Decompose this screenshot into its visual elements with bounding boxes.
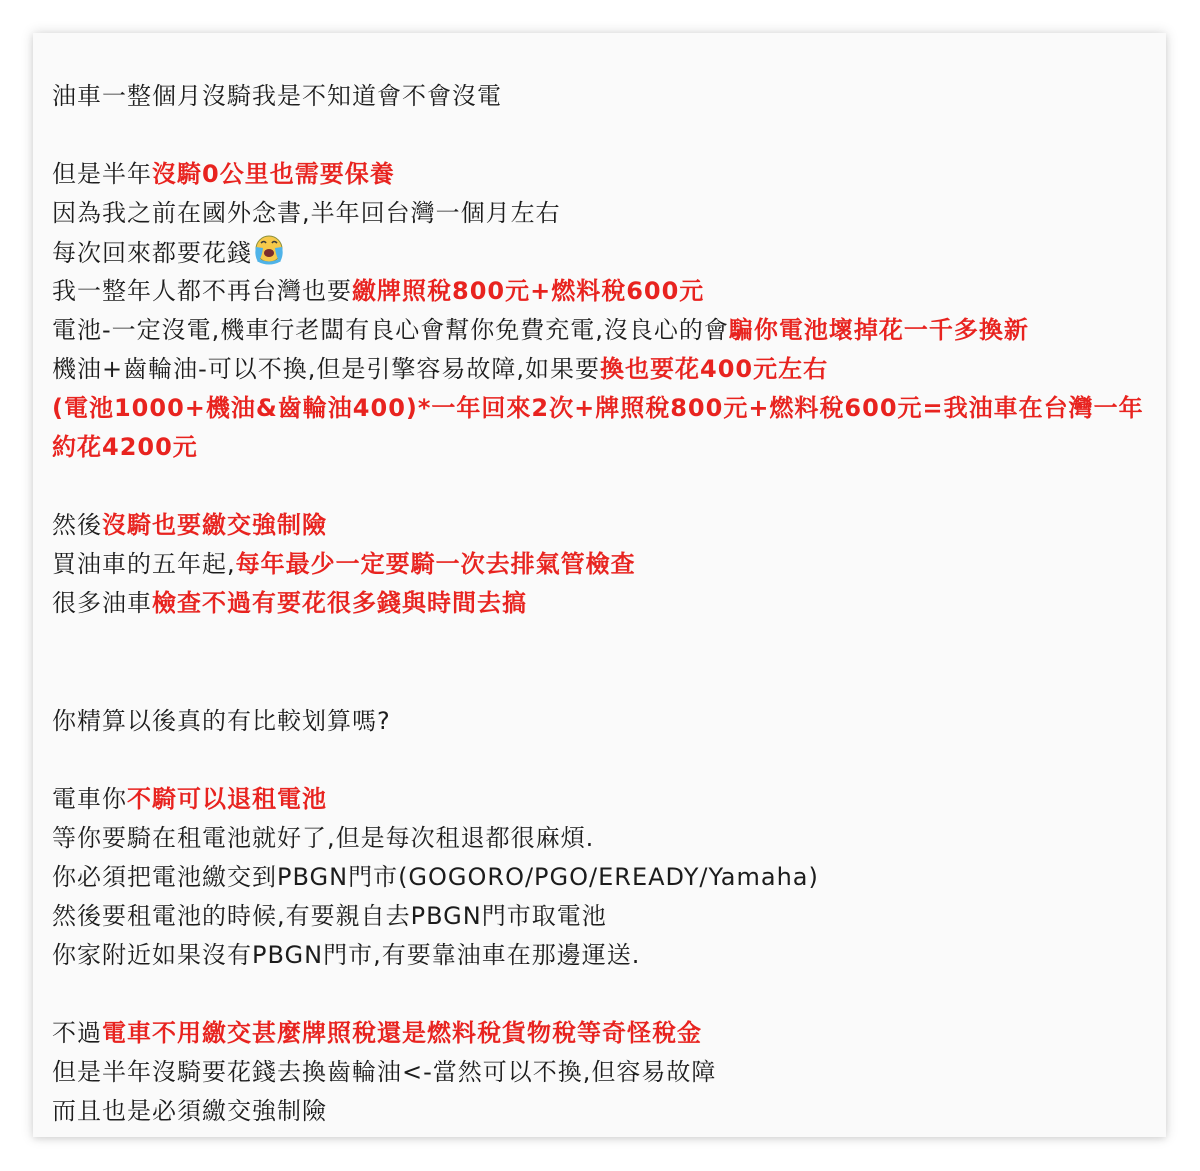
- text-line: [52, 194, 1146, 233]
- body-text: 但是半年: [52, 160, 152, 188]
- crying-face-icon: [252, 233, 286, 265]
- text-line: [52, 350, 1146, 389]
- highlighted-text: 換也要花400元左右: [600, 355, 829, 383]
- text-line: [52, 545, 1146, 584]
- text-line: [52, 233, 1146, 272]
- body-text: 不過: [52, 1019, 102, 1047]
- body-text: 但是半年沒騎要花錢去換齒輪油<-當然可以不換,但容易故障: [52, 1058, 717, 1086]
- text-line: [52, 1092, 1146, 1131]
- blank-line: [52, 116, 1146, 155]
- text-line: [52, 77, 1146, 116]
- body-text: 而且也是必須繳交強制險: [52, 1097, 327, 1125]
- text-line: [52, 702, 1146, 741]
- highlighted-text: 電車不用繳交甚麼牌照稅還是燃料稅貨物稅等奇怪稅金: [102, 1019, 702, 1047]
- body-text: 然後要租電池的時候,有要親自去PBGN門市取電池: [52, 902, 607, 930]
- text-line: [52, 819, 1146, 858]
- body-text: 每次回來都要花錢: [52, 239, 252, 267]
- text-line: [52, 584, 1146, 623]
- body-text: 你家附近如果沒有PBGN門市,有要靠油車在那邊運送.: [52, 941, 641, 969]
- blank-line: [52, 975, 1146, 1014]
- body-text: 很多油車: [52, 589, 152, 617]
- body-text: 機油+齒輪油-可以不換,但是引擎容易故障,如果要: [52, 355, 601, 383]
- text-line: [52, 311, 1146, 350]
- text-line: [52, 272, 1146, 311]
- body-text: 油車一整個月沒騎我是不知道會不會沒電: [52, 82, 502, 110]
- body-text: 等你要騎在租電池就好了,但是每次租退都很麻煩.: [52, 824, 595, 852]
- body-text: 你精算以後真的有比較划算嗎?: [52, 707, 391, 735]
- highlighted-text: 騙你電池壞掉花一千多換新: [728, 316, 1029, 344]
- text-line: [52, 858, 1146, 897]
- body-text: 電車你: [52, 785, 127, 813]
- highlighted-text: 檢查不過有要花很多錢與時間去搞: [152, 589, 527, 617]
- text-line: [52, 506, 1146, 545]
- body-text: 買油車的五年起,: [52, 550, 236, 578]
- body-text: 電池-一定沒電,機車行老闆有良心會幫你免費充電,沒良心的會: [52, 316, 729, 344]
- post-card: [33, 33, 1166, 1137]
- text-line: [52, 897, 1146, 936]
- highlighted-text: 沒騎0公里也需要保養: [152, 160, 395, 188]
- text-line: [52, 1014, 1146, 1053]
- highlighted-text: 每年最少一定要騎一次去排氣管檢查: [235, 550, 636, 578]
- highlighted-text: 不騎可以退租電池: [127, 785, 327, 813]
- body-text: 我一整年人都不再台灣也要: [52, 277, 352, 305]
- body-text: 因為我之前在國外念書,半年回台灣一個月左右: [52, 199, 561, 227]
- text-line: [52, 780, 1146, 819]
- text-line: [52, 936, 1146, 975]
- body-text: 然後: [52, 511, 102, 539]
- text-line: [52, 389, 1146, 467]
- blank-line: [52, 741, 1146, 780]
- blank-line: [52, 623, 1146, 702]
- text-line: [52, 155, 1146, 194]
- body-text: 你必須把電池繳交到PBGN門市(GOGORO/PGO/EREADY/Yamaha): [52, 863, 819, 891]
- post-body: [52, 77, 1146, 1131]
- highlighted-text: 繳牌照稅800元+燃料稅600元: [352, 277, 705, 305]
- blank-line: [52, 467, 1146, 506]
- text-line: [52, 1053, 1146, 1092]
- highlighted-text: (電池1000+機油&齒輪油400)*一年回來2次+牌照稅800元+燃料稅600元=我油車在台灣一年約花4200元: [52, 394, 1144, 461]
- highlighted-text: 沒騎也要繳交強制險: [102, 511, 327, 539]
